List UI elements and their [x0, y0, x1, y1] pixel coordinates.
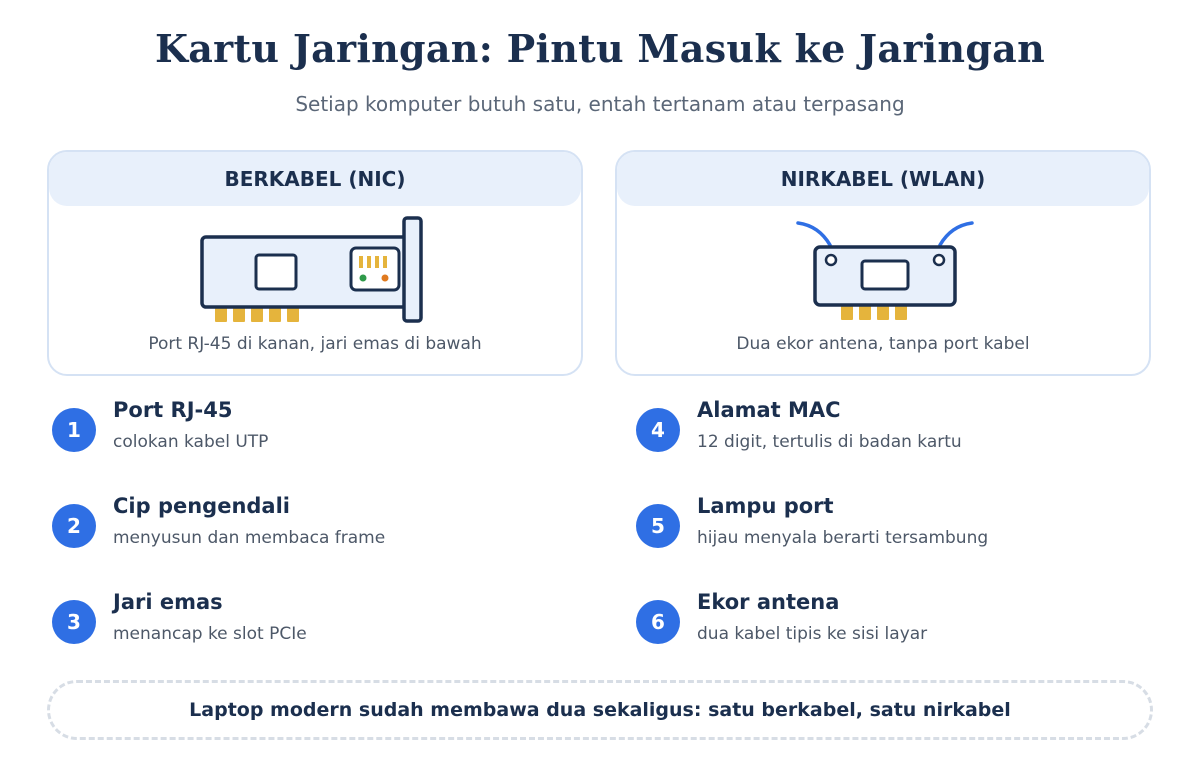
- item-description: dua kabel tipis ke sisi layar: [697, 624, 928, 644]
- number-badge: 6: [636, 600, 680, 644]
- number-badge: 5: [636, 504, 680, 548]
- list-item: [636, 494, 1156, 570]
- number-badge: 1: [52, 408, 96, 452]
- list-item: [636, 398, 1156, 474]
- antenna-connector-left: [826, 255, 836, 265]
- item-title: Ekor antena: [697, 590, 840, 614]
- link-led-green: [360, 275, 367, 282]
- controller-chip: [256, 255, 296, 289]
- number-badge: 4: [636, 408, 680, 452]
- item-description: colokan kabel UTP: [113, 432, 269, 452]
- wireless-card: [615, 150, 1151, 376]
- item-title: Alamat MAC: [697, 398, 841, 422]
- nic-card-illustration: [49, 206, 581, 332]
- wireless-card-header: NIRKABEL (WLAN): [617, 152, 1149, 206]
- item-title: Lampu port: [697, 494, 834, 518]
- wired-card-caption: Port RJ-45 di kanan, jari emas di bawah: [148, 334, 482, 354]
- list-item: [52, 494, 572, 570]
- wired-card-header: BERKABEL (NIC): [49, 152, 581, 206]
- item-description: 12 digit, tertulis di badan kartu: [697, 432, 962, 452]
- footer-note: Laptop modern sudah membawa dua sekaligus: satu berkabel, satu nirkabel: [47, 680, 1153, 740]
- wlan-card-illustration: [617, 206, 1149, 332]
- item-title: Port RJ-45: [113, 398, 233, 422]
- rj45-port: [351, 248, 399, 290]
- item-description: menancap ke slot PCIe: [113, 624, 307, 644]
- list-item: [52, 398, 572, 474]
- wired-card: [47, 150, 583, 376]
- antenna-connector-right: [934, 255, 944, 265]
- page-subtitle: Setiap komputer butuh satu, entah tertanam atau terpasang: [295, 92, 905, 116]
- mounting-bracket: [404, 218, 421, 321]
- item-description: hijau menyala berarti tersambung: [697, 528, 989, 548]
- wireless-card-caption: Dua ekor antena, tanpa port kabel: [736, 334, 1030, 354]
- activity-led-orange: [382, 275, 389, 282]
- list-item: [636, 590, 1156, 666]
- number-badge: 2: [52, 504, 96, 548]
- item-title: Cip pengendali: [113, 494, 291, 518]
- wlan-chip: [862, 261, 908, 289]
- antenna-right: [940, 223, 972, 245]
- list-item: [52, 590, 572, 666]
- antenna-left: [798, 223, 830, 245]
- item-title: Jari emas: [113, 590, 223, 614]
- number-badge: 3: [52, 600, 96, 644]
- item-description: menyusun dan membaca frame: [113, 528, 386, 548]
- page-title: Kartu Jaringan: Pintu Masuk ke Jaringan: [154, 26, 1046, 71]
